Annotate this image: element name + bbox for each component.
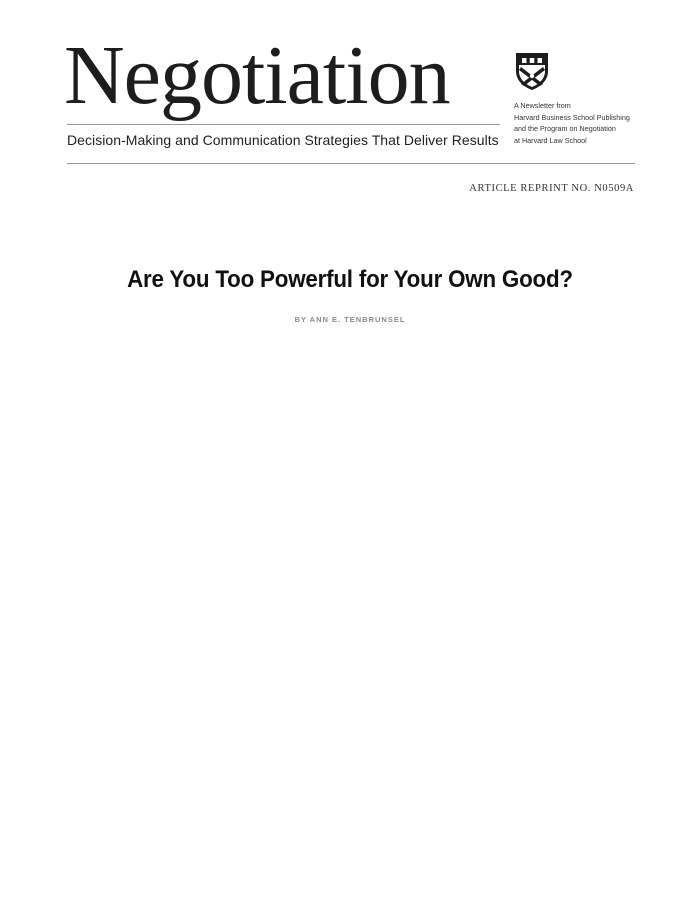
publisher-line: and the Program on Negotiation — [514, 124, 616, 133]
publisher-line: Harvard Business School Publishing — [514, 112, 630, 122]
article-reprint-number: ARTICLE REPRINT NO. N0509A — [469, 183, 634, 194]
article-title: Are You Too Powerful for Your Own Good? — [127, 266, 573, 293]
publisher-note — [514, 100, 639, 146]
masthead-divider-short — [67, 124, 500, 125]
masthead — [64, 29, 635, 164]
newsletter-nameplate: Negotiation — [64, 29, 450, 122]
masthead-divider-long — [67, 163, 635, 164]
newsletter-tagline: Decision-Making and Communication Strategies That Deliver Results — [67, 132, 499, 148]
harvard-shield-icon — [514, 51, 550, 91]
publisher-line: A Newsletter from — [514, 101, 571, 110]
article-byline: BY ANN E. TENBRUNSEL — [294, 315, 406, 324]
publisher-line: at Harvard Law School — [514, 135, 587, 145]
